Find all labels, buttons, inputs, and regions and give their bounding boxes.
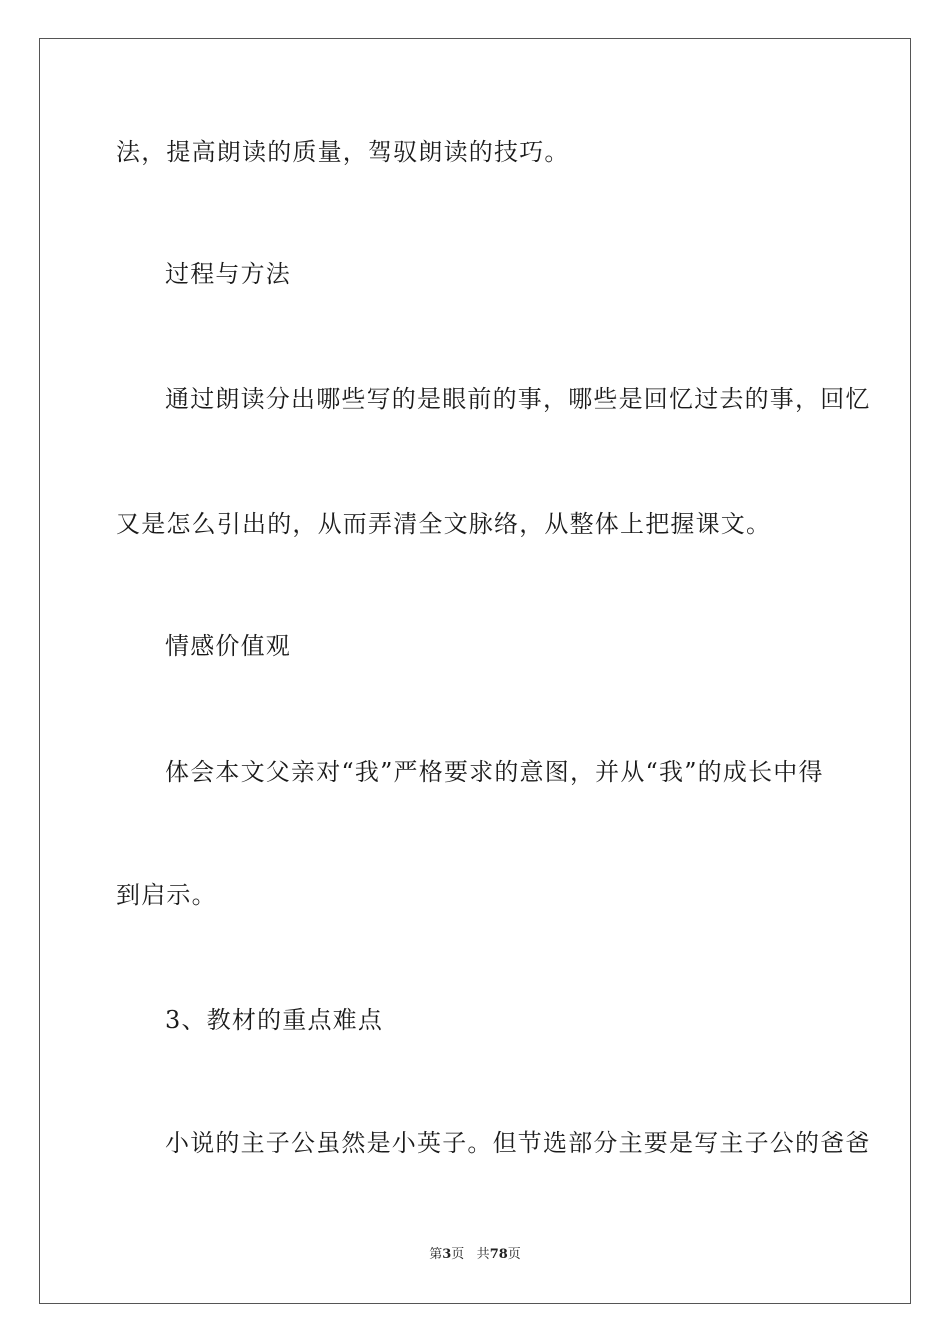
heading-key-points: 3、教材的重点难点	[165, 1006, 384, 1034]
total-prefix: 共	[476, 1247, 490, 1262]
text-line-7: 到启示。	[116, 881, 217, 909]
total-suffix: 页	[507, 1247, 521, 1262]
page-prefix: 第	[429, 1247, 443, 1262]
text-line-4: 又是怎么引出的，从而弄清全文脉络，从整体上把握课文。	[116, 510, 772, 538]
text-line-6: 体会本文父亲对“我”严格要求的意图，并从“我”的成长中得	[165, 758, 824, 786]
text-line-9: 小说的主子公虽然是小英子。但节选部分主要是写主子公的爸爸	[165, 1129, 871, 1157]
page-border	[39, 38, 911, 1304]
text-line-3: 通过朗读分出哪些写的是眼前的事，哪些是回忆过去的事，回忆	[165, 385, 871, 413]
page-footer	[0, 1246, 950, 1264]
page-number: 3	[442, 1247, 452, 1262]
text-line-1: 法，提高朗读的质量，驾驭朗读的技巧。	[116, 138, 570, 166]
total-pages: 78	[489, 1247, 508, 1262]
heading-emotion-values: 情感价值观	[165, 632, 291, 660]
heading-process-method: 过程与方法	[165, 260, 291, 288]
page-suffix: 页	[451, 1247, 465, 1262]
